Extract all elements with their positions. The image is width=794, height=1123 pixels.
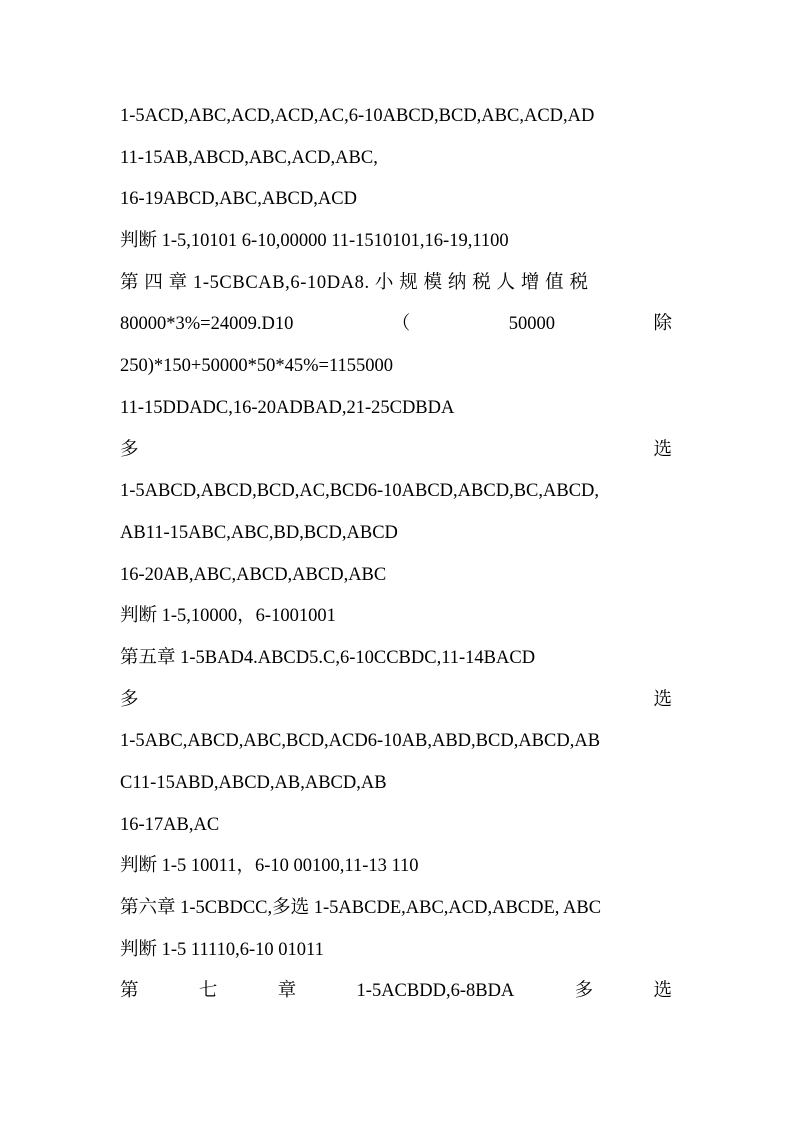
text-line: 16-17AB,AC xyxy=(120,814,220,835)
text-line: 第六章 1-5CBDCC,多选 1-5ABCDE,ABC,ACD,ABCDE, ABC xyxy=(120,898,602,919)
text-segment: 章 xyxy=(277,981,297,1002)
text-segment: 第 xyxy=(120,981,139,1002)
text-line: 250)*150+50000*50*45%=1155000 xyxy=(120,356,394,377)
text-segment: 选 xyxy=(653,981,672,1002)
text-segment: 1-5ACBDD,6-8BDA xyxy=(356,981,515,1002)
section-heading-duoxuan xyxy=(120,680,672,722)
text-segment: 除 xyxy=(653,314,672,335)
text-segment: 选 xyxy=(653,439,672,460)
text-line: 16-19ABCD,ABC,ABCD,ACD xyxy=(120,189,357,210)
text-line: 判断 1-5 10011，6-10 00100,11-13 110 xyxy=(120,856,419,877)
text-segment: 50000 xyxy=(508,314,556,335)
text-line: AB11-15ABC,ABC,BD,BCD,ABCD xyxy=(120,522,398,543)
text-line-spread xyxy=(120,304,672,346)
text-line: 判断 1-5 11110,6-10 01011 xyxy=(120,939,324,960)
text-line: 1-5ACD,ABC,ACD,ACD,AC,6-10ABCD,BCD,ABC,ACD,AD xyxy=(120,106,595,126)
text-line: 第 四 章 1-5CBCAB,6-10DA8. 小 规 模 纳 税 人 增 值 税 xyxy=(120,272,589,293)
document-body xyxy=(120,96,672,1013)
text-segment: 选 xyxy=(653,689,672,710)
text-line: 11-15DDADC,16-20ADBAD,21-25CDBDA xyxy=(120,397,455,418)
text-line-spread xyxy=(120,971,672,1013)
text-segment: （ xyxy=(391,314,411,335)
text-line: 16-20AB,ABC,ABCD,ABCD,ABC xyxy=(120,564,387,585)
text-line: 11-15AB,ABCD,ABC,ACD,ABC, xyxy=(120,147,378,168)
text-line: 判断 1-5,10000，6-1001001 xyxy=(120,606,336,627)
text-segment: 多 xyxy=(120,689,139,710)
text-line: 1-5ABC,ABCD,ABC,BCD,ACD6-10AB,ABD,BCD,ABCD,AB xyxy=(120,731,601,752)
text-segment: 七 xyxy=(198,981,218,1002)
text-segment: 多 xyxy=(120,439,139,460)
text-line: 第五章 1-5BAD4.ABCD5.C,6-10CCBDC,11-14BACD xyxy=(120,647,536,668)
text-line: C11-15ABD,ABCD,AB,ABCD,AB xyxy=(120,773,387,793)
text-segment: 80000*3%=24009.D10 xyxy=(120,314,294,335)
text-line: 1-5ABCD,ABCD,BCD,AC,BCD6-10ABCD,ABCD,BC,ABCD, xyxy=(120,481,600,502)
section-heading-duoxuan xyxy=(120,430,672,472)
text-segment: 多 xyxy=(574,981,594,1002)
text-line: 判断 1-5,10101 6-10,00000 11-1510101,16-19,1100 xyxy=(120,231,509,252)
